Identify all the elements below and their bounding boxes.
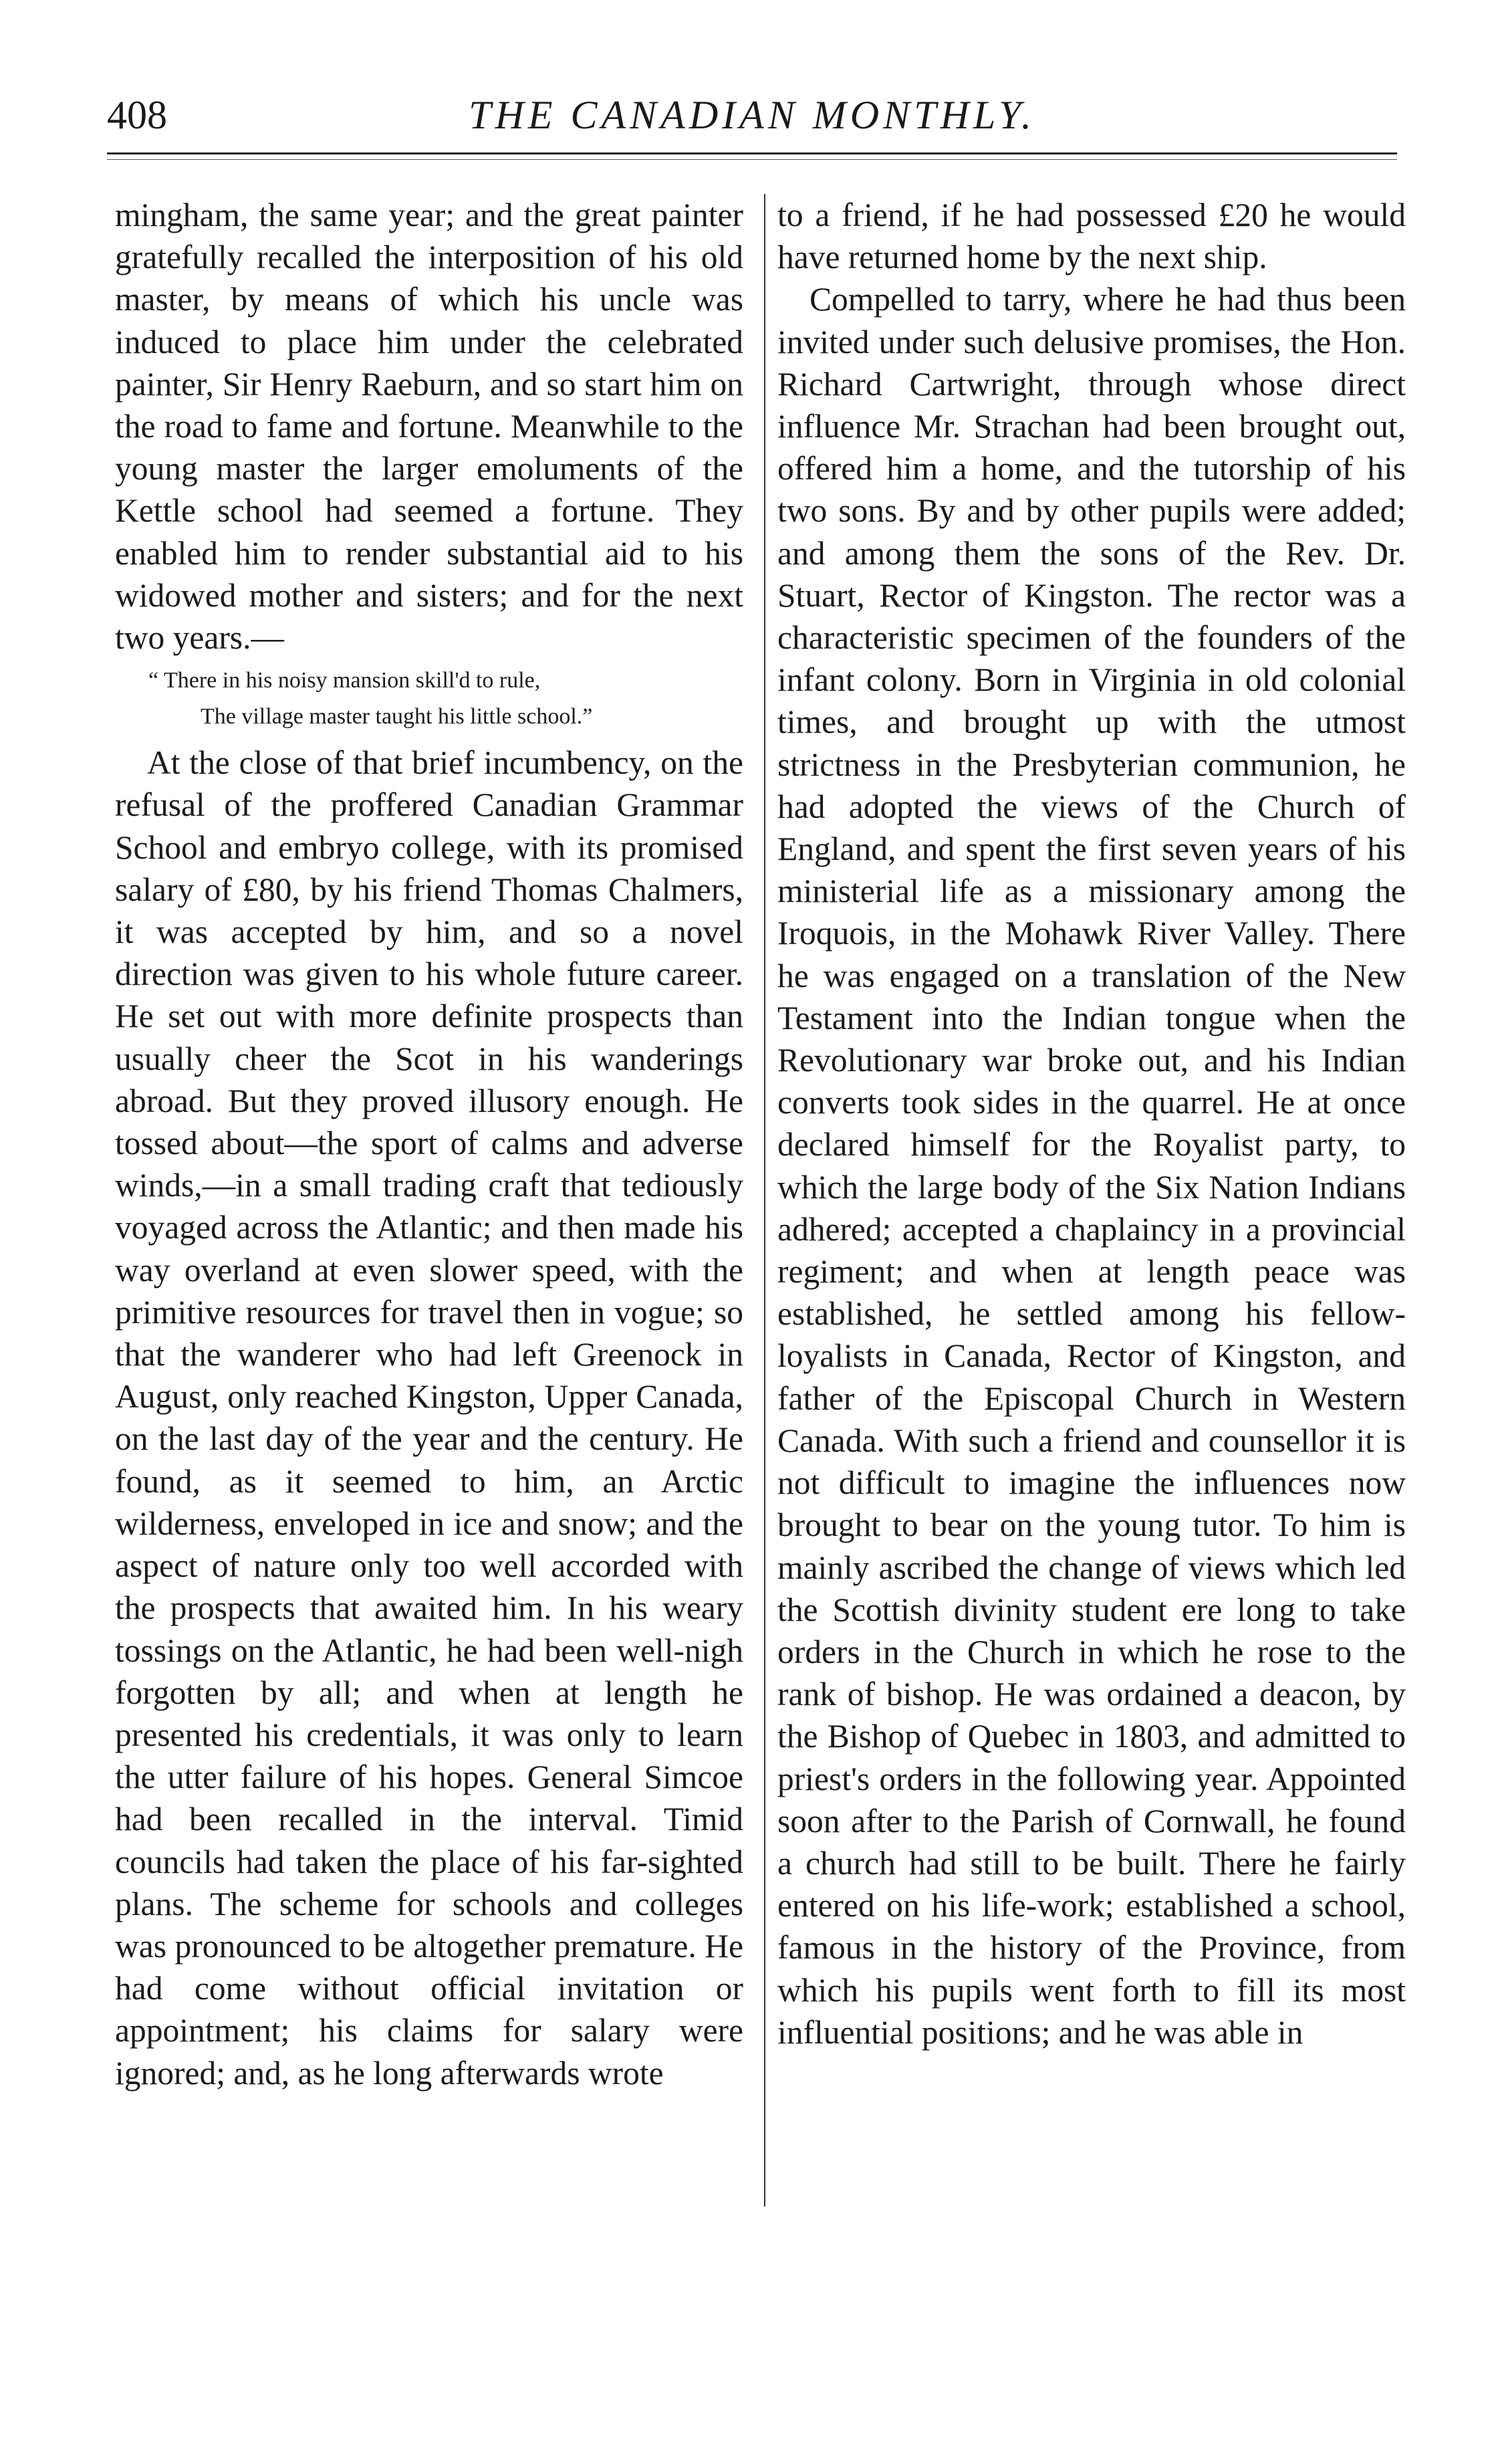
paragraph: to a friend, if he had possessed £20 he would have returned home by the next ship. (777, 197, 1406, 276)
header-rule-thin (107, 159, 1397, 160)
left-column (115, 194, 743, 2094)
paragraph: At the close of that brief incumbency, on the refusal of the proffered Canadian Grammar School and embryo college, with its promised salary of £80, by his friend Thomas Chalmers, it was accepted by him, and so a novel direction was given to his whole future career. He set out with more definite prospects than usually cheer the Scot in his wanderings abroad. But they proved illusory enough. He tossed about—the sport of calms and adverse winds,—in a small trading craft that tediously voyaged across the Atlantic; and then made his way overland at even slower speed, with the primitive resources for travel then in vogue; so that the wanderer who had left Greenock in August, only reached Kingston, Upper Canada, on the last day of the year and the century. He found, as it seemed to him, an Arctic wilderness, enveloped in ice and snow; and the aspect of nature only too well accorded with the prospects that awaited him. In his weary tossings on the Atlantic, he had been well-nigh forgotten by all; and when at length he presented his credentials, it was only to learn the utter failure of his hopes. General Simcoe had been recalled in the interval. Timid councils had taken the place of his far-sighted plans. The scheme for schools and colleges was pronounced to be altogether premature. He had come without official invitation or appointment; his claims for salary were ignored; and, as he long afterwards wrote (115, 744, 743, 2092)
column-divider (764, 194, 765, 2207)
header-rule (107, 152, 1397, 154)
quote-line: The village master taught his little school.” (201, 704, 593, 730)
running-title: THE CANADIAN MONTHLY. (469, 93, 1035, 137)
verse-quotation (115, 663, 743, 735)
quote-line: “ There in his noisy mansion skill'd to rule, (148, 668, 541, 693)
page-number: 408 (107, 93, 167, 137)
paragraph: mingham, the same year; and the great painter gratefully recalled the interposition of his old master, by means of which his uncle was induced to place him under the celebrated painter, Sir Henry Raeburn, and so start him on the road to fame and fortune. Meanwhile to the young master the larger emoluments of the Kettle school had seemed a fortune. They enabled him to render substantial aid to his widowed mother and sisters; and for the next two years.— (115, 197, 743, 657)
right-column (777, 194, 1406, 2053)
paragraph: Compelled to tarry, where he had thus been invited under such delusive promises, the Hon. Richard Cartwright, through whose direct influence Mr. Strachan had been brought out, offered him a home, and the tutorship of his two sons. By and by other pupils were added; and among them the sons of the Rev. Dr. Stuart, Rector of Kingston. The rector was a characteristic specimen of the founders of the infant colony. Born in Virginia in old colonial times, and brought up with the utmost strictness in the Presbyterian communion, he had adopted the views of the Church of England, and spent the first seven years of his ministerial life as a missionary among the Iroquois, in the Mohawk River Valley. There he was engaged on a translation of the New Testament into the Indian tongue when the Revolutionary war broke out, and his Indian converts took sides in the quarrel. He at once declared himself for the Royalist party, to which the large body of the Six Nation Indians adhered; accepted a chaplaincy in a provincial regiment; and when at length peace was established, he settled among his fellow-loyalists in Canada, Rector of Kingston, and father of the Episcopal Church in Western Canada. With such a friend and counsellor it is not difficult to imagine the influences now brought to bear on the young tutor. To him is mainly ascribed the change of views which led the Scottish divinity student ere long to take orders in the Church in which he rose to the rank of bishop. He was ordained a deacon, by the Bishop of Quebec in 1803, and admitted to priest's orders in the following year. Appointed soon after to the Parish of Cornwall, he found a church had still to be built. There he fairly entered on his life-work; established a school, famous in the history of the Province, from which his pupils went forth to fill its most influential positions; and he was able in (777, 281, 1406, 2051)
page-header (107, 87, 1397, 140)
